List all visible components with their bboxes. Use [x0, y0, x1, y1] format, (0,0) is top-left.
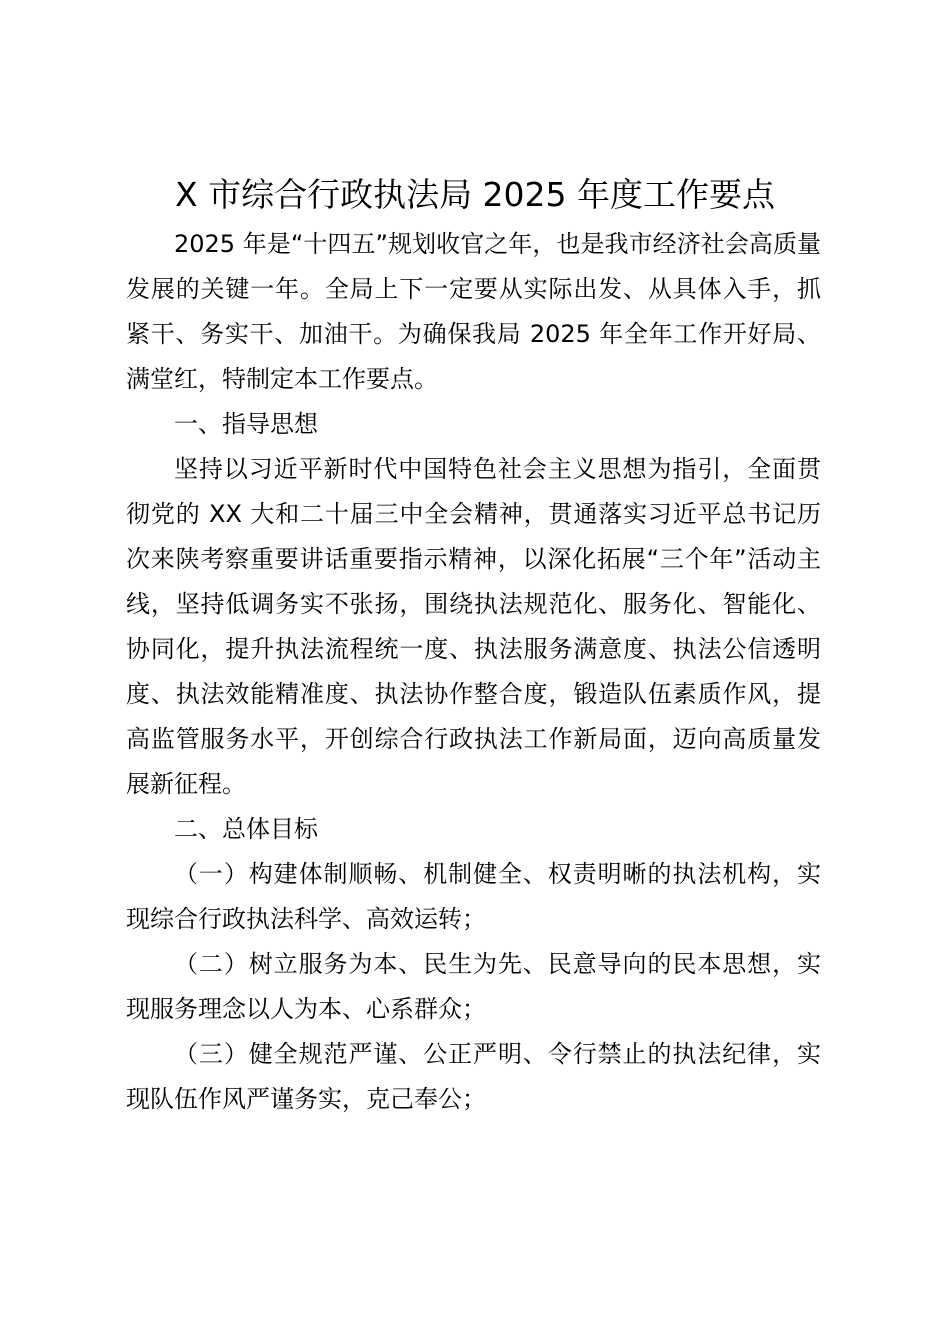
- goal-item-2: （二）树立服务为本、民生为先、民意导向的民本思想，实现服务理念以人为本、心系群众；: [126, 950, 821, 1023]
- guiding-ideology-paragraph: 坚持以习近平新时代中国特色社会主义思想为指引，全面贯彻党的 XX 大和二十届三中全会精神，贯通落实习近平总书记历次来陕考察重要讲话重要指示精神，以深化拓展“三个年”活动主线，坚持低调务实不张扬，围绕执法规范化、服务化、智能化、协同化，提升执法流程统一度、执法服务满意度、执法公信透明度、执法效能精准度、执法协作整合度，锻造队伍素质作风，提高监管服务水平，开创综合行政执法工作新局面，迈向高质量发展新征程。: [126, 455, 821, 798]
- section-heading-guiding-ideology: 一、指导思想: [174, 410, 318, 438]
- document-body: [126, 222, 821, 1122]
- document-title: X 市综合行政执法局 2025 年度工作要点: [174, 175, 776, 214]
- intro-paragraph: 2025 年是“十四五”规划收官之年，也是我市经济社会高质量发展的关键一年。全局上下一定要从实际出发、从具体入手，抓紧干、务实干、加油干。为确保我局 2025 年全年工作开好局、满堂红，特制定本工作要点。: [126, 230, 821, 393]
- section-heading-overall-goals: 二、总体目标: [174, 815, 318, 843]
- goal-item-3: （三）健全规范严谨、公正严明、令行禁止的执法纪律，实现队伍作风严谨务实，克己奉公；: [126, 1040, 821, 1113]
- goal-item-1: （一）构建体制顺畅、机制健全、权责明晰的执法机构，实现综合行政执法科学、高效运转；: [126, 860, 821, 933]
